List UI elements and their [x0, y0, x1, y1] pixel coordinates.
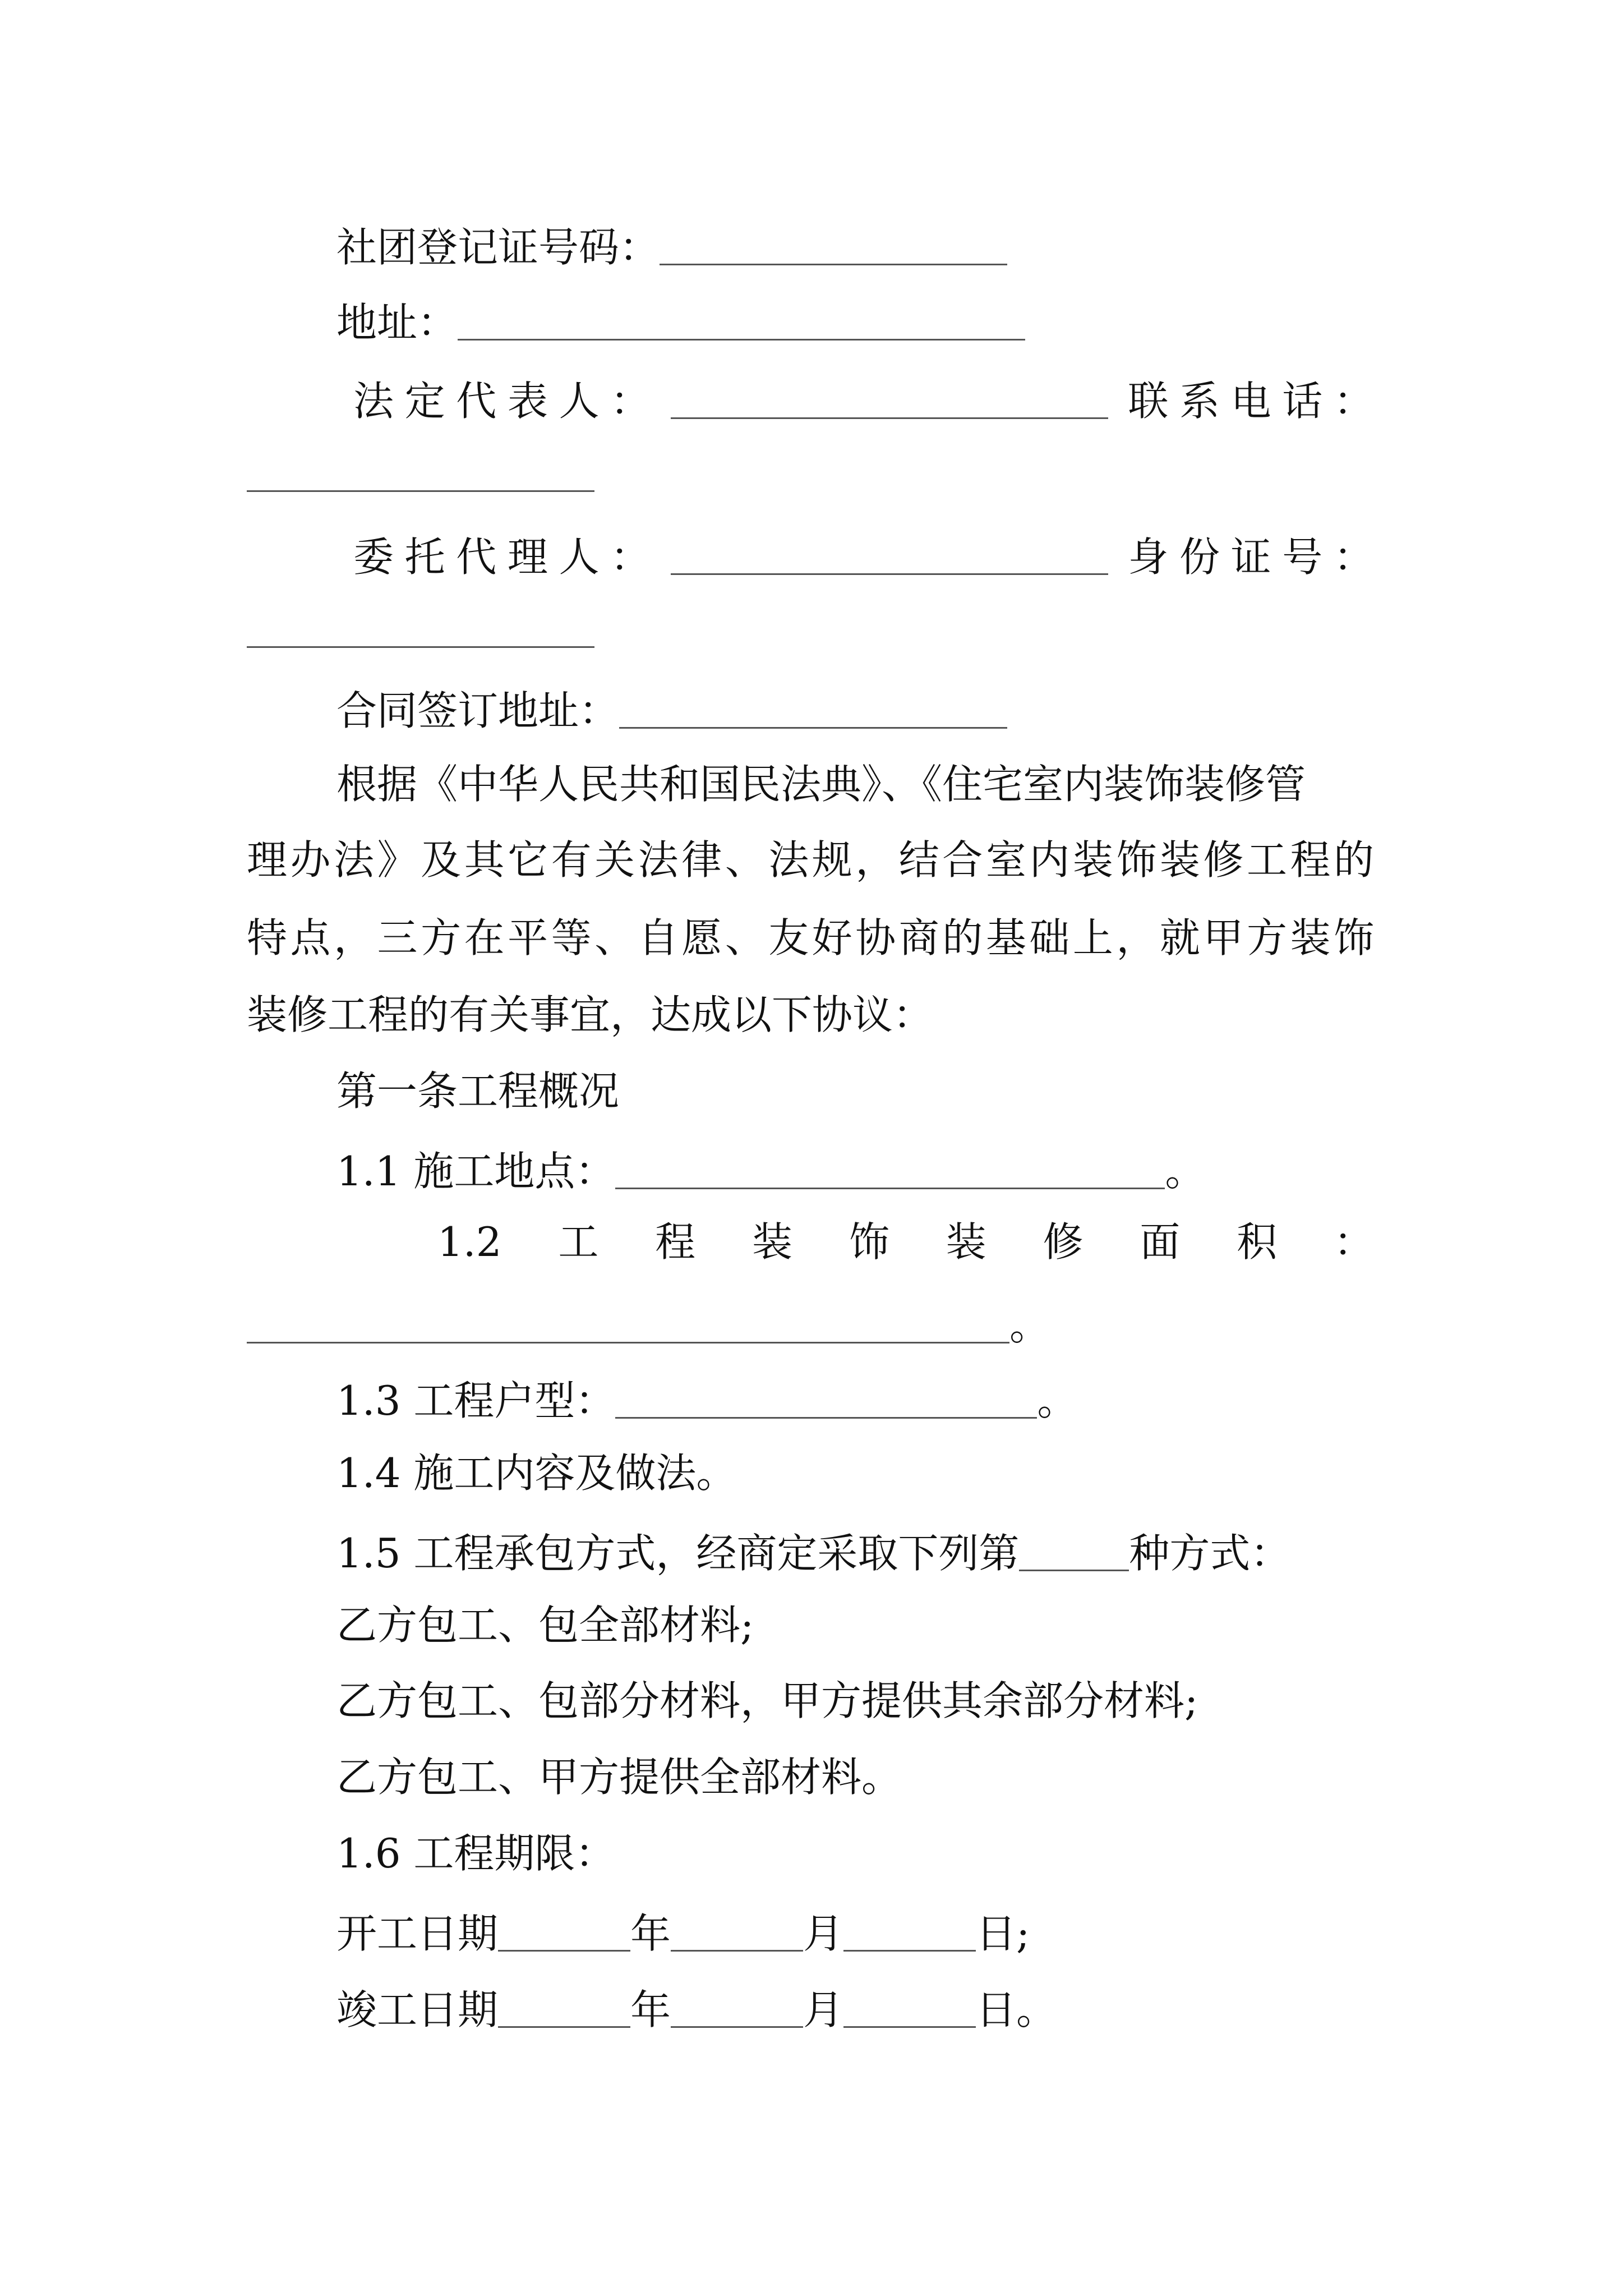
legal-rep-char: 代 [456, 378, 497, 425]
sign-address-blank[interactable] [619, 687, 1007, 729]
house-type-end: 。 [1037, 1377, 1078, 1424]
month-label: 月 [803, 1910, 844, 1957]
phone-char: 系 [1179, 378, 1220, 425]
paragraph-line: 根据《中华人民共和国民法典》、《住宅室内装饰装修管 [336, 761, 1306, 808]
area-char: 装 [946, 1218, 986, 1266]
address-label: 地址： [336, 299, 458, 346]
agent-char: 托 [404, 533, 445, 581]
area-char: 程 [655, 1218, 696, 1266]
end-year-blank[interactable] [498, 1986, 630, 2028]
year-label: 年 [630, 1910, 671, 1957]
day-label: 日; [976, 1910, 1030, 1957]
legal-rep-phone-line [353, 377, 1374, 425]
phone-char: 话 [1282, 378, 1323, 425]
area-blank[interactable] [247, 1301, 1009, 1343]
paragraph-line: 特点，三方在平等、自愿、友好协商的基础上，就甲方装饰 [247, 914, 1374, 961]
address-blank[interactable] [458, 298, 1025, 341]
end-month-blank[interactable] [671, 1986, 803, 2028]
area-char: 积 [1237, 1218, 1278, 1266]
option-2: 乙方包工、包部分材料，甲方提供其余部分材料; [336, 1677, 1198, 1724]
legal-rep-char: 定 [404, 378, 445, 425]
site-location-line [336, 1147, 1206, 1195]
phone-char: ： [1333, 378, 1374, 425]
month-label: 月 [803, 1986, 844, 2033]
legal-rep-char: 人 [559, 378, 600, 425]
id-char: 证 [1230, 533, 1271, 581]
id-char: 身 [1128, 533, 1169, 581]
house-type-label: 1.3 工程户型： [336, 1377, 616, 1424]
phone-char: 电 [1230, 378, 1271, 425]
period-title: 1.6 工程期限： [336, 1830, 616, 1877]
agent-char: 委 [353, 533, 394, 581]
area-char: 1.2 [437, 1218, 502, 1266]
area-char: ： [1333, 1218, 1374, 1266]
day-label: 日。 [976, 1986, 1057, 2033]
contract-mode-blank[interactable] [1019, 1529, 1129, 1571]
site-location-end: 。 [1165, 1148, 1206, 1195]
house-type-blank[interactable] [615, 1377, 1037, 1419]
id-char: 份 [1179, 533, 1220, 581]
contract-mode-label: 1.5 工程承包方式，经商定采取下列第 [336, 1530, 1020, 1577]
start-day-blank[interactable] [843, 1910, 976, 1952]
area-blank-line [247, 1301, 1050, 1349]
legal-rep-char: 法 [353, 378, 394, 425]
agent-char: 理 [507, 533, 548, 581]
agent-char: 代 [456, 533, 497, 581]
id-number-blank[interactable] [247, 646, 594, 648]
area-end: 。 [1009, 1302, 1050, 1349]
contract-mode-line [336, 1529, 1291, 1577]
phone-blank[interactable] [247, 490, 594, 492]
area-char: 面 [1140, 1218, 1181, 1266]
agent-blank[interactable] [671, 533, 1108, 575]
construction-content: 1.4 施工内容及做法。 [336, 1450, 737, 1497]
site-location-label: 1.1 施工地点： [336, 1148, 616, 1195]
year-label: 年 [630, 1986, 671, 2033]
start-month-blank[interactable] [671, 1910, 803, 1952]
area-char: 饰 [849, 1218, 889, 1266]
address-line [336, 298, 1025, 346]
site-location-blank[interactable] [615, 1147, 1165, 1189]
start-year-blank[interactable] [498, 1910, 630, 1952]
agent-char: 人 [559, 533, 600, 581]
paragraph-line: 理办法》及其它有关法律、法规，结合室内装饰装修工程的 [247, 836, 1374, 884]
area-char: 工 [558, 1218, 599, 1266]
start-date-label: 开工日期 [336, 1910, 499, 1957]
id-char: 号 [1282, 533, 1323, 581]
option-1: 乙方包工、包全部材料; [336, 1602, 754, 1649]
start-date-line [336, 1910, 1030, 1957]
article-title: 第一条工程概况 [336, 1068, 620, 1115]
end-date-line [336, 1986, 1057, 2033]
agent-id-line [353, 533, 1374, 581]
paragraph-line: 装修工程的有关事宜，达成以下协议： [247, 991, 934, 1038]
club-registration-label: 社团登记证号码： [336, 224, 660, 271]
sign-address-label: 合同签订地址： [336, 687, 620, 734]
club-registration-line [336, 223, 1007, 271]
contract-mode-suffix: 种方式： [1129, 1530, 1291, 1577]
option-3: 乙方包工、甲方提供全部材料。 [336, 1754, 902, 1801]
legal-rep-char: 表 [507, 378, 548, 425]
legal-rep-blank[interactable] [671, 377, 1108, 419]
house-type-line [336, 1377, 1078, 1424]
area-char: 修 [1043, 1218, 1083, 1266]
sign-address-line [336, 687, 1007, 734]
end-date-label: 竣工日期 [336, 1986, 499, 2033]
area-line [437, 1218, 1374, 1266]
end-day-blank[interactable] [843, 1986, 976, 2028]
area-char: 装 [751, 1218, 792, 1266]
club-registration-blank[interactable] [660, 223, 1007, 265]
agent-char: ： [610, 533, 651, 581]
legal-rep-char: ： [610, 378, 651, 425]
phone-char: 联 [1128, 378, 1169, 425]
id-char: ： [1333, 533, 1374, 581]
